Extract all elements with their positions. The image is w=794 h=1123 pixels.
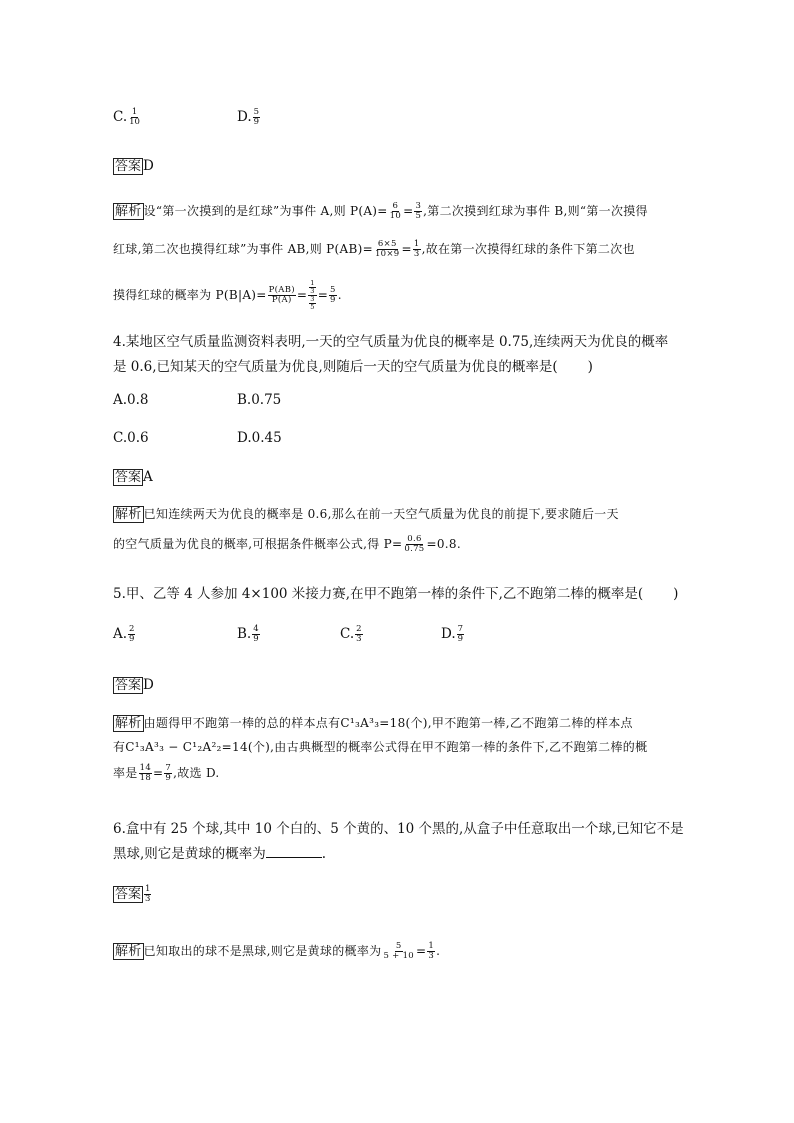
answer-value: D <box>143 158 154 174</box>
q3-answer <box>113 155 154 174</box>
q6-stem-line2: 黑球,则它是黄球的概率为 . <box>113 846 327 862</box>
q5-explanation-line1: 解析 由题得甲不跑第一棒的总的样本点有C¹₃A³₃=18(个),甲不跑第一棒,乙不跑第二棒的样本点 <box>115 716 633 731</box>
q3-option-d: D. $\frac{5}{9}$ <box>237 107 260 127</box>
answer-label: 答案 <box>115 470 142 485</box>
q5-explanation-line2: 有C¹₃A³₃ − C¹₂A²₂=14(个),由古典概型的概率公式得在甲不跑第一棒的条件下,乙不跑第二棒的概 <box>113 740 648 754</box>
answer-label: 答案 <box>115 887 142 902</box>
q4-explanation-line1: 解析 已知连续两天为优良的概率是 0.6,那么在前一天空气质量为优良的前提下,要求随后一天 <box>115 507 619 522</box>
answer-label: 答案 <box>115 678 142 693</box>
q4-option-a: A.0.8 <box>113 392 149 408</box>
q4-answer <box>113 466 153 485</box>
answer-value: D <box>143 677 154 693</box>
q6-answer <box>113 883 152 904</box>
explanation-label: 解析 <box>115 716 142 731</box>
q5-option-a: A. $\frac{2}{9}$ <box>113 624 135 644</box>
explanation-label: 解析 <box>115 507 142 522</box>
q5-explanation-line3: 率是 $\frac{14}{18}$ = $\frac{7}{9}$ ,故选 D. <box>113 763 220 783</box>
q3-explanation-line1: 解析 设“第一次摸到的是红球”为事件 A,则 P(A)= $\frac{6}{10}$ = $\frac{3}{5}$ ,第二次摸到红球为事件 B,则“第一次摸得 <box>115 201 648 221</box>
q4-option-b: B.0.75 <box>237 392 282 408</box>
q5-stem: 5.甲、乙等 4 人参加 4×100 米接力赛,在甲不跑第一棒的条件下,乙不跑第二棒的概率是( ) <box>113 586 679 602</box>
q4-explanation-line2: 的空气质量为优良的概率,可根据条件概率公式,得 P= $\frac{0.6}{0.75}$ =0.8. <box>113 534 461 554</box>
answer-value: $\frac{1}{3}$ <box>145 884 151 904</box>
answer-value: A <box>143 469 153 485</box>
q4-option-d: D.0.45 <box>237 430 282 446</box>
q3-option-c: C. $\frac{1}{10}$ <box>113 107 140 127</box>
q4-stem-line1: 4.某地区空气质量监测资料表明,一天的空气质量为优良的概率是 0.75,连续两天为优良的概率 <box>113 334 669 350</box>
q5-option-b: B. $\frac{4}{9}$ <box>237 624 259 644</box>
q6-explanation: 解析 已知取出的球不是黑球,则它是黄球的概率为 $\frac{5}{5 + 10}$ = $\frac{1}{3}$ . <box>115 941 441 961</box>
q3-explanation-line3: 摸得红球的概率为 P(B|A)= $\frac{P(AB)}{P(A)}$ = $\frac{\frac{1}{3}}{\frac{3}{5}}$ = $\frac{5}{9}$ . <box>113 279 342 311</box>
q5-option-c: C. $\frac{2}{3}$ <box>340 624 362 644</box>
answer-label: 答案 <box>115 159 142 174</box>
q4-stem-line2: 是 0.6,已知某天的空气质量为优良,则随后一天的空气质量为优良的概率是( ) <box>113 359 593 375</box>
q5-answer <box>113 674 154 693</box>
explanation-label: 解析 <box>115 944 142 959</box>
q4-option-c: C.0.6 <box>113 430 149 446</box>
q5-option-d: D. $\frac{7}{9}$ <box>441 624 464 644</box>
answer-blank[interactable] <box>266 845 322 858</box>
q6-stem-line1: 6.盒中有 25 个球,其中 10 个白的、5 个黄的、10 个黑的,从盒子中任意取出一个球,已知它不是 <box>113 821 684 837</box>
q3-explanation-line2: 红球,第二次也摸得红球”为事件 AB,则 P(AB)= $\frac{6\times 5}{10\times 9}$ = $\frac{1}{3}$ ,故在第一次摸得红球的条件下第二次也 <box>113 239 635 259</box>
explanation-label: 解析 <box>115 204 142 219</box>
